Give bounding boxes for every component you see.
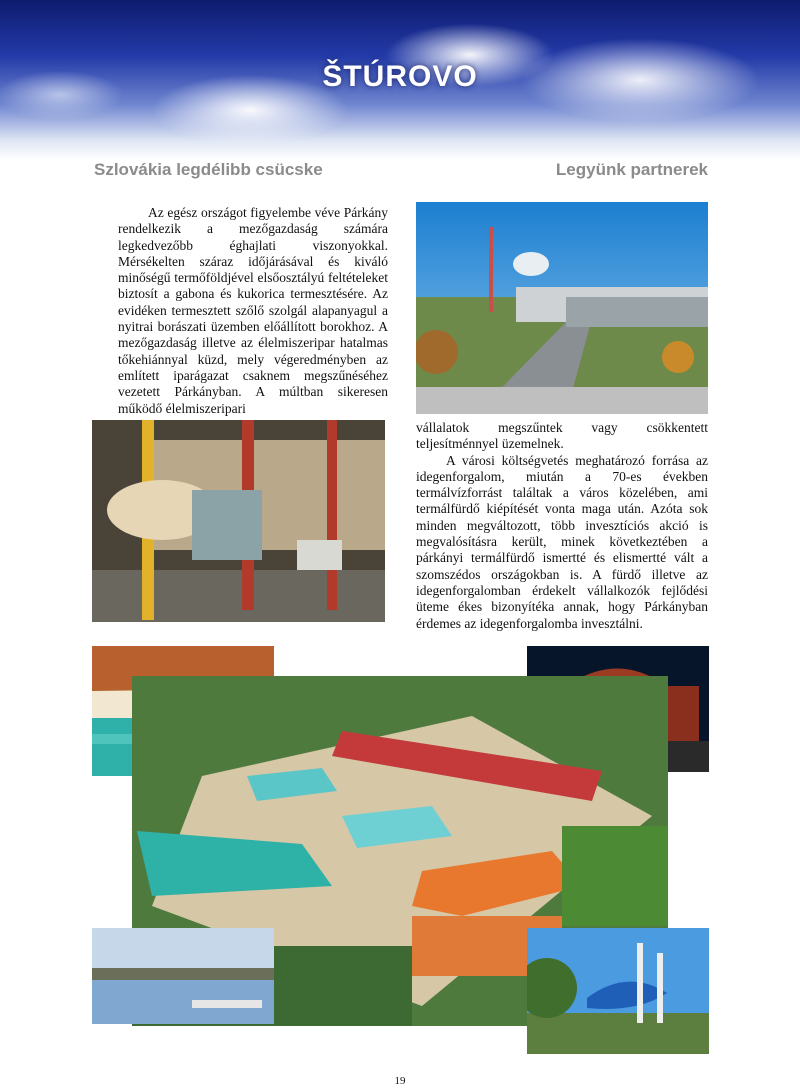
paragraph-agriculture: Az egész országot figyelembe véve Párkány rendelkezik a mezőgazdaság számára legkedvezőbb éghajlati viszonyokkal. Mérsékelten száraz időjárásával és kiváló minőségű termőföldjével elsőosztályú feltételeket biztosít a gabona és kukorica termesztésére. Az evidéken termesztett szőlő szolgál alapanyagul a nyitrai borászati üzemben előállított borokhoz. A mezőgazdaság illetve az élelmiszeripar hatalmas tőkehiánnyal küzd, mely végeredményben az említett iparágazat csaknem megszűnéséhez vezetett Párkányban. A múltban sikeresen működő élelmiszeripari — [118, 205, 388, 416]
paragraph-tourism: A városi költségvetés meghatározó forrása az idegenforgalom, miután a 70-es években termálvízforrást találtak a város közelében, ami termálfürdő kiépítését vonta maga után. Azóta sok minden megváltozott, több invesztíciós akció is megvalósításra került, minek következtében a párkányi termálfürdő ismertté és elismertté vált a szomszédos országokban is. A fürdő illetve az idegenforgalomban érdekelt vállalkozók fejlődési üteme ékes bizonyítéka annak, hogy Párkányban érdemes az idegenforgalomba invesztálni. — [416, 452, 708, 631]
factory-photo — [416, 202, 708, 414]
text-column-left — [118, 205, 388, 417]
paper-mill-photo — [92, 420, 385, 622]
header-banner — [0, 0, 800, 160]
subheading-right: Legyünk partnerek — [555, 160, 708, 179]
page-number: 19 — [394, 1075, 406, 1087]
text-column-right — [416, 420, 708, 632]
paragraph-continuation: vállalatok megszűntek vagy csökkentett teljesítménnyel üzemelnek. — [416, 420, 708, 452]
subheading-left: Szlovákia legdélibb csücske — [94, 160, 323, 179]
river-photo — [92, 928, 274, 1024]
page-title: ŠTÚROVO — [322, 60, 478, 93]
waterslide-photo — [527, 928, 709, 1054]
